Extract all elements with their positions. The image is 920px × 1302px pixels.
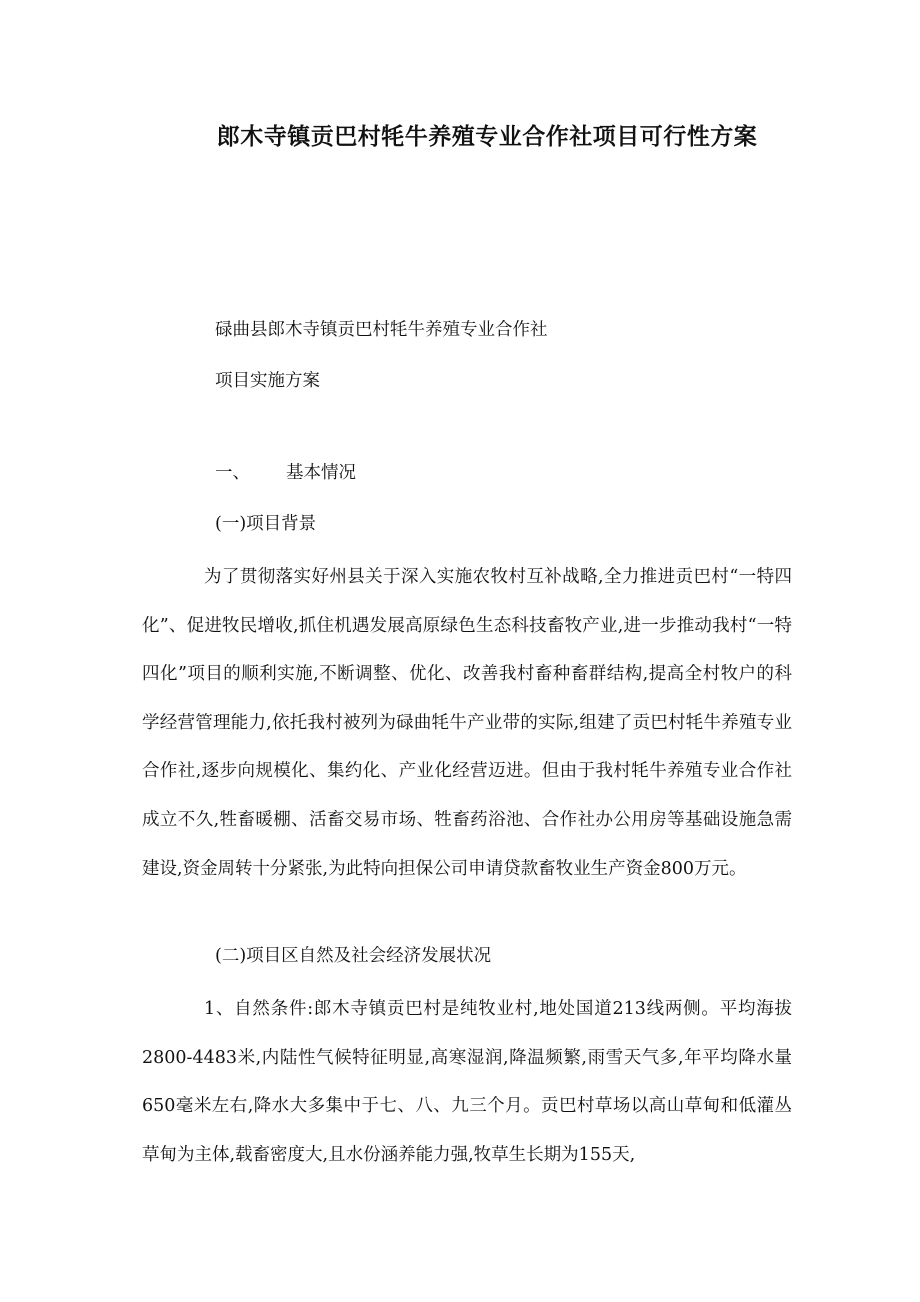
section-heading-basic-info [215, 461, 356, 485]
subsection-heading-natural-conditions: (二)项目区自然及社会经济发展状况 [215, 946, 492, 966]
paragraph-background: 为了贯彻落实好州县关于深入实施农牧村互补战略,全力推进贡巴村“一特四化”、促进牧民增收,抓住机遇发展高原绿色生态科技畜牧产业,进一步推动我村“一特四化”项目的顺利实施,不断调整、优化、改善我村畜种畜群结构,提高全村牧户的科学经营管理能力,依托我村被列为碌曲牦牛产业带的实际,组建了贡巴村牦牛养殖专业合作社,逐步向规模化、集约化、产业化经营迈进。但由于我村牦牛养殖专业合作社成立不久,牲畜暖棚、活畜交易市场、牲畜药浴池、合作社办公用房等基础设施急需建设,资金周转十分紧张,为此特向担保公司申请贷款畜牧业生产资金800万元。 [142, 567, 792, 879]
document-subtitle: 项目实施方案 [215, 371, 320, 391]
paragraph-natural-conditions: 1、自然条件:郎木寺镇贡巴村是纯牧业村,地处国道213线两侧。平均海拔2800-4483米,内陆性气候特征明显,高寒湿润,降温频繁,雨雪天气多,年平均降水量650毫米左右,降水大多集中于七、八、九三个月。贡巴村草场以高山草甸和低灌丛草甸为主体,载畜密度大,且水份涵养能力强,牧草生长期为155天, [142, 999, 792, 1165]
section-number: 一、 [215, 463, 250, 483]
organization-name: 碌曲县郎木寺镇贡巴村牦牛养殖专业合作社 [215, 320, 548, 340]
document-title: 郎木寺镇贡巴村牦牛养殖专业合作社项目可行性方案 [216, 123, 758, 150]
subsection-heading-background: (一)项目背景 [215, 514, 317, 534]
section-title: 基本情况 [286, 463, 356, 483]
